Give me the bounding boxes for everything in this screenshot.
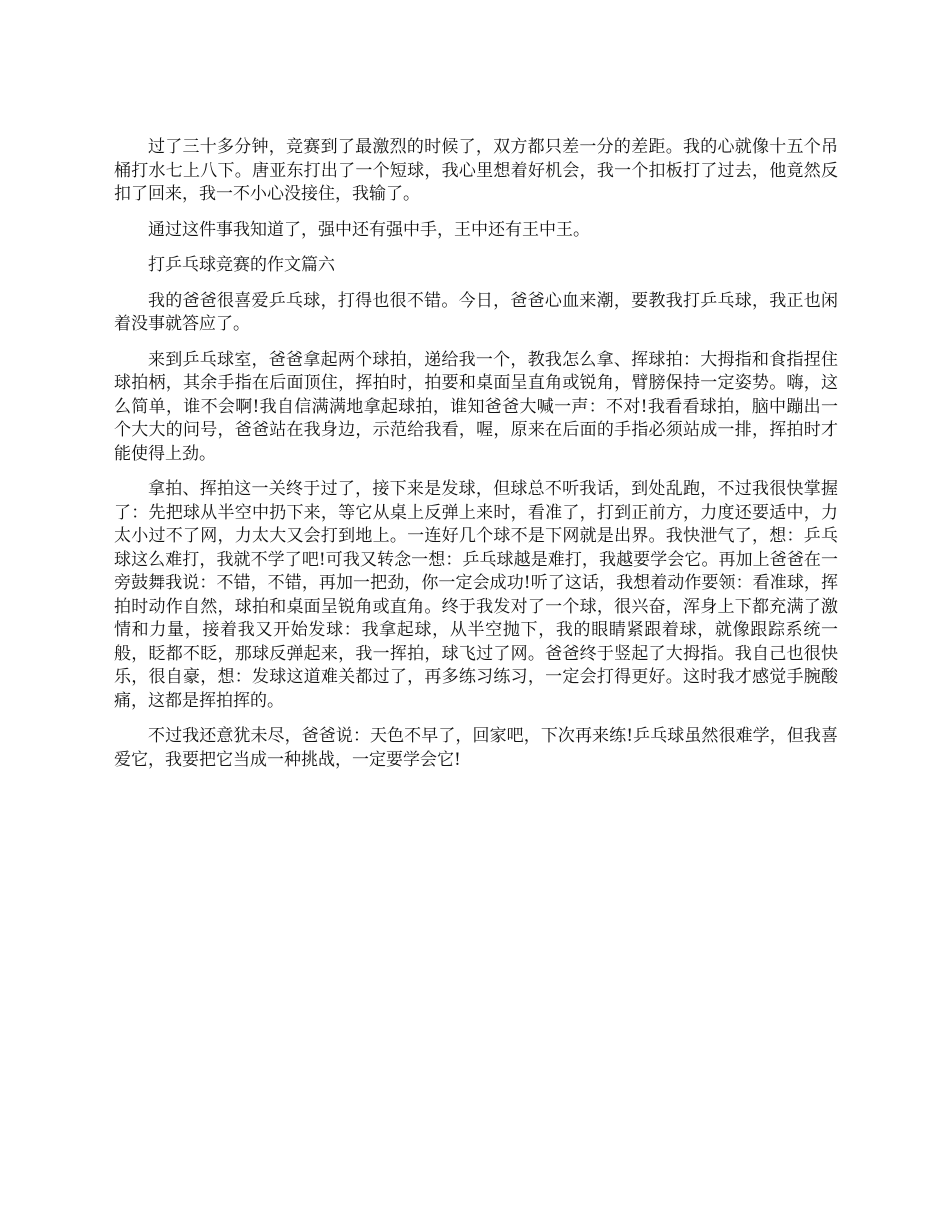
paragraph-intro: 我的爸爸很喜爱乒乓球，打得也很不错。今日，爸爸心血来潮，要教我打乒乓球，我正也闲着没事就答应了。 <box>114 290 838 334</box>
document-page <box>114 136 838 784</box>
paragraph-serve: 拿拍、挥拍这一关终于过了，接下来是发球，但球总不听我话，到处乱跑，不过我很快掌握了：先把球从半空中扔下来，等它从桌上反弹上来时，看准了，打到正前方，力度还要适中，力太小过不了网，力太大又会打到地上。一连好几个球不是下网就是出界。我快泄气了，想：乒乓球这么难打，我就不学了吧!可我又转念一想：乒乓球越是难打，我越要学会它。再加上爸爸在一旁鼓舞我说：不错，不错，再加一把劲，你一定会成功!听了这话，我想着动作要领：看准球，挥拍时动作自然，球拍和桌面呈锐角或直角。终于我发对了一个球，很兴奋，浑身上下都充满了激情和力量，接着我又开始发球：我拿起球，从半空抛下，我的眼睛紧跟着球，就像跟踪系统一般，眨都不眨，那球反弹起来，我一挥拍，球飞过了网。爸爸终于竖起了大拇指。我自己也很快乐，很自豪，想：发球这道难关都过了，再多练习练习，一定会打得更好。这时我才感觉手腕酸痛，这都是挥拍挥的。 <box>114 479 838 711</box>
paragraph-match-climax: 过了三十多分钟，竞赛到了最激烈的时候了，双方都只差一分的差距。我的心就像十五个吊桶打水七上八下。唐亚东打出了一个短球，我心里想着好机会，我一个扣板打了过去，他竟然反扣了回来，我一不小心没接住，我输了。 <box>114 137 838 204</box>
paragraph-lesson: 通过这件事我知道了，强中还有强中手，王中还有王中王。 <box>148 219 590 240</box>
paragraph-grip: 来到乒乓球室，爸爸拿起两个球拍，递给我一个，教我怎么拿、挥球拍：大拇指和食指捏住球拍柄，其余手指在后面顶住，挥拍时，拍要和桌面呈直角或锐角，臂膀保持一定姿势。嗨，这么简单，谁不会啊!我自信满满地拿起球拍，谁知爸爸大喊一声：不对!我看看球拍，脑中蹦出一个大大的问号，爸爸站在我身边，示范给我看，喔，原来在后面的手指必须站成一排，挥拍时才能使得上劲。 <box>114 349 838 464</box>
paragraph-ending: 不过我还意犹未尽，爸爸说：天色不早了，回家吧，下次再来练!乒乓球虽然很难学，但我喜爱它，我要把它当成一种挑战，一定要学会它! <box>114 726 838 770</box>
section-title: 打乒乓球竞赛的作文篇六 <box>148 255 335 275</box>
